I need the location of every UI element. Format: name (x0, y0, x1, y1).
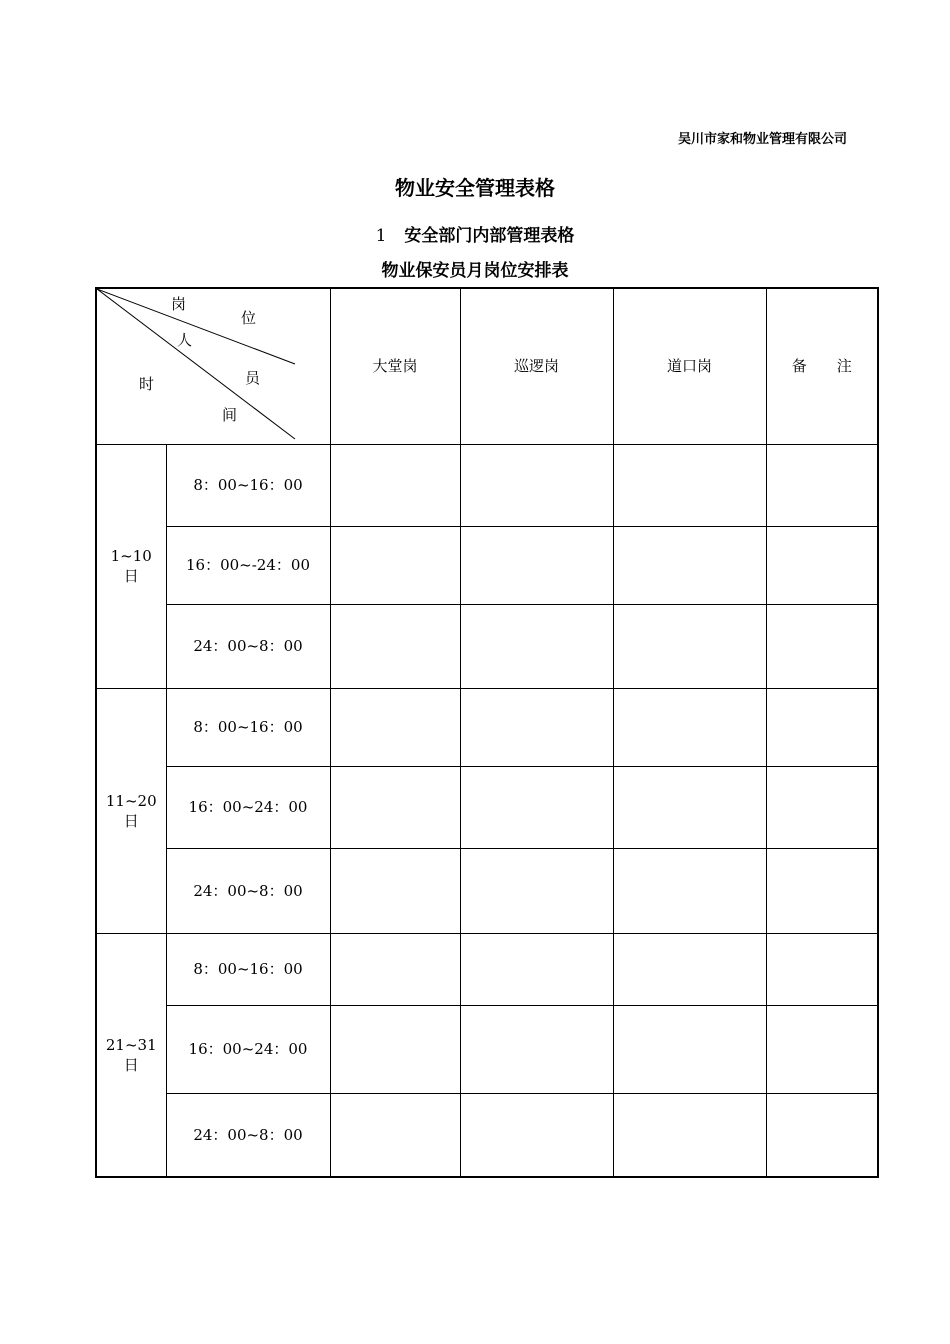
schedule-cell[interactable] (460, 933, 613, 1005)
section-label: 安全部门内部管理表格 (404, 226, 575, 246)
shift-time: 24：00~8：00 (166, 848, 330, 933)
schedule-cell[interactable] (766, 604, 878, 688)
schedule-cell[interactable] (330, 848, 460, 933)
column-header-lobby: 大堂岗 (330, 288, 460, 444)
table-row (96, 604, 878, 688)
table-row (96, 766, 878, 848)
label-jian: 间 (222, 406, 238, 424)
schedule-cell[interactable] (460, 848, 613, 933)
schedule-cell[interactable] (330, 1093, 460, 1177)
schedule-cell[interactable] (613, 444, 766, 526)
shift-time: 24：00~8：00 (166, 1093, 330, 1177)
schedule-cell[interactable] (460, 688, 613, 766)
table-row (96, 1005, 878, 1093)
schedule-cell[interactable] (460, 766, 613, 848)
schedule-cell[interactable] (330, 526, 460, 604)
schedule-cell[interactable] (766, 1093, 878, 1177)
roster-table (95, 287, 879, 1178)
schedule-cell[interactable] (613, 1093, 766, 1177)
schedule-cell[interactable] (460, 1093, 613, 1177)
shift-time: 24：00~8：00 (166, 604, 330, 688)
table-row (96, 688, 878, 766)
schedule-cell[interactable] (766, 688, 878, 766)
day-range-cell (96, 933, 166, 1177)
day-range-cell (96, 688, 166, 933)
shift-time: 8：00~16：00 (166, 688, 330, 766)
table-title: 物业保安员月岗位安排表 (381, 261, 569, 281)
label-gang: 岗 (171, 295, 187, 313)
schedule-cell[interactable] (613, 848, 766, 933)
schedule-cell[interactable] (330, 1005, 460, 1093)
table-row (96, 933, 878, 1005)
day-unit: 日 (123, 811, 139, 830)
schedule-cell[interactable] (613, 526, 766, 604)
shift-time: 8：00~16：00 (166, 933, 330, 1005)
schedule-cell[interactable] (766, 444, 878, 526)
schedule-cell[interactable] (766, 526, 878, 604)
diagonal-header-cell (96, 288, 330, 444)
document-title: 物业安全管理表格 (395, 176, 555, 200)
section-heading (0, 221, 950, 246)
label-yuan: 员 (245, 369, 261, 387)
shift-time: 8：00~16：00 (166, 444, 330, 526)
section-number: 1 (375, 226, 387, 246)
schedule-cell[interactable] (330, 444, 460, 526)
day-range: 11~20 (105, 791, 157, 810)
company-name: 吴川市家和物业管理有限公司 (677, 132, 847, 147)
schedule-cell[interactable] (613, 604, 766, 688)
table-row (96, 1093, 878, 1177)
schedule-cell[interactable] (613, 766, 766, 848)
column-header-patrol: 巡逻岗 (460, 288, 613, 444)
schedule-cell[interactable] (613, 1005, 766, 1093)
table-row (96, 526, 878, 604)
schedule-cell[interactable] (613, 688, 766, 766)
label-shi: 时 (139, 375, 155, 393)
schedule-cell[interactable] (330, 604, 460, 688)
day-range-cell (96, 444, 166, 688)
schedule-cell[interactable] (460, 604, 613, 688)
schedule-cell[interactable] (330, 688, 460, 766)
diagonal-lines (97, 289, 331, 445)
day-unit: 日 (123, 1055, 139, 1074)
schedule-cell[interactable] (613, 933, 766, 1005)
table-row (96, 444, 878, 526)
label-wei: 位 (241, 309, 257, 327)
schedule-cell[interactable] (766, 1005, 878, 1093)
schedule-cell[interactable] (766, 933, 878, 1005)
header-row (96, 288, 878, 444)
day-range: 1~10 (110, 547, 152, 565)
shift-time: 16：00~24：00 (166, 1005, 330, 1093)
column-header-gate: 道口岗 (613, 288, 766, 444)
column-header-remarks: 备 注 (766, 288, 878, 444)
schedule-cell[interactable] (330, 933, 460, 1005)
schedule-cell[interactable] (460, 1005, 613, 1093)
shift-time: 16：00~24：00 (166, 766, 330, 848)
schedule-cell[interactable] (766, 766, 878, 848)
schedule-cell[interactable] (330, 766, 460, 848)
schedule-cell[interactable] (460, 526, 613, 604)
table-row (96, 848, 878, 933)
schedule-cell[interactable] (460, 444, 613, 526)
shift-time: 16：00~-24：00 (166, 526, 330, 604)
day-range: 21~31 (105, 1035, 157, 1054)
label-ren: 人 (177, 331, 193, 349)
schedule-cell[interactable] (766, 848, 878, 933)
day-unit: 日 (123, 567, 139, 585)
